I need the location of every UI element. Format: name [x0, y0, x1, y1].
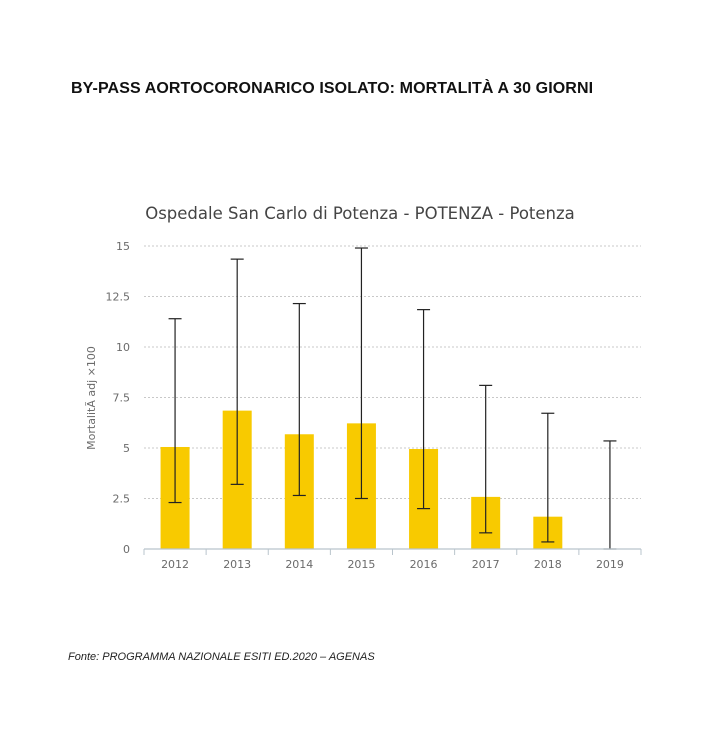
x-tick-label: 2013	[223, 558, 252, 571]
y-tick-label: 15	[116, 240, 130, 253]
y-tick-label: 7.5	[112, 391, 130, 405]
y-tick-label: 2.5	[112, 492, 130, 506]
y-tick-label: 0	[123, 543, 130, 556]
y-axis-label: MortalitÃ adj ×100	[85, 346, 98, 450]
x-tick-label: 2017	[471, 558, 500, 571]
chart-title: Ospedale San Carlo di Potenza - POTENZA - Potenza	[145, 204, 575, 223]
page-heading: BY-PASS AORTOCORONARICO ISOLATO: MORTALITÀ A 30 GIORNI	[71, 80, 594, 97]
chart-container	[0, 190, 720, 590]
x-tick-label: 2015	[347, 558, 376, 571]
x-tick-label: 2014	[285, 558, 314, 571]
y-tick-label: 10	[116, 341, 130, 354]
x-tick-label: 2012	[161, 558, 190, 571]
y-tick-label: 5	[123, 442, 130, 455]
error-bar-2019	[603, 441, 616, 549]
x-tick-label: 2019	[595, 558, 624, 571]
source-note: Fonte: PROGRAMMA NAZIONALE ESITI ED.2020 – AGENAS	[68, 651, 375, 663]
x-axis	[144, 549, 641, 555]
x-tick-label: 2016	[409, 558, 438, 571]
y-tick-label: 12.5	[105, 290, 130, 304]
gridlines	[144, 246, 641, 499]
y-tick-labels	[106, 240, 131, 556]
mortality-chart	[0, 190, 720, 590]
x-tick-label: 2018	[533, 558, 562, 571]
x-tick-labels	[161, 558, 624, 571]
